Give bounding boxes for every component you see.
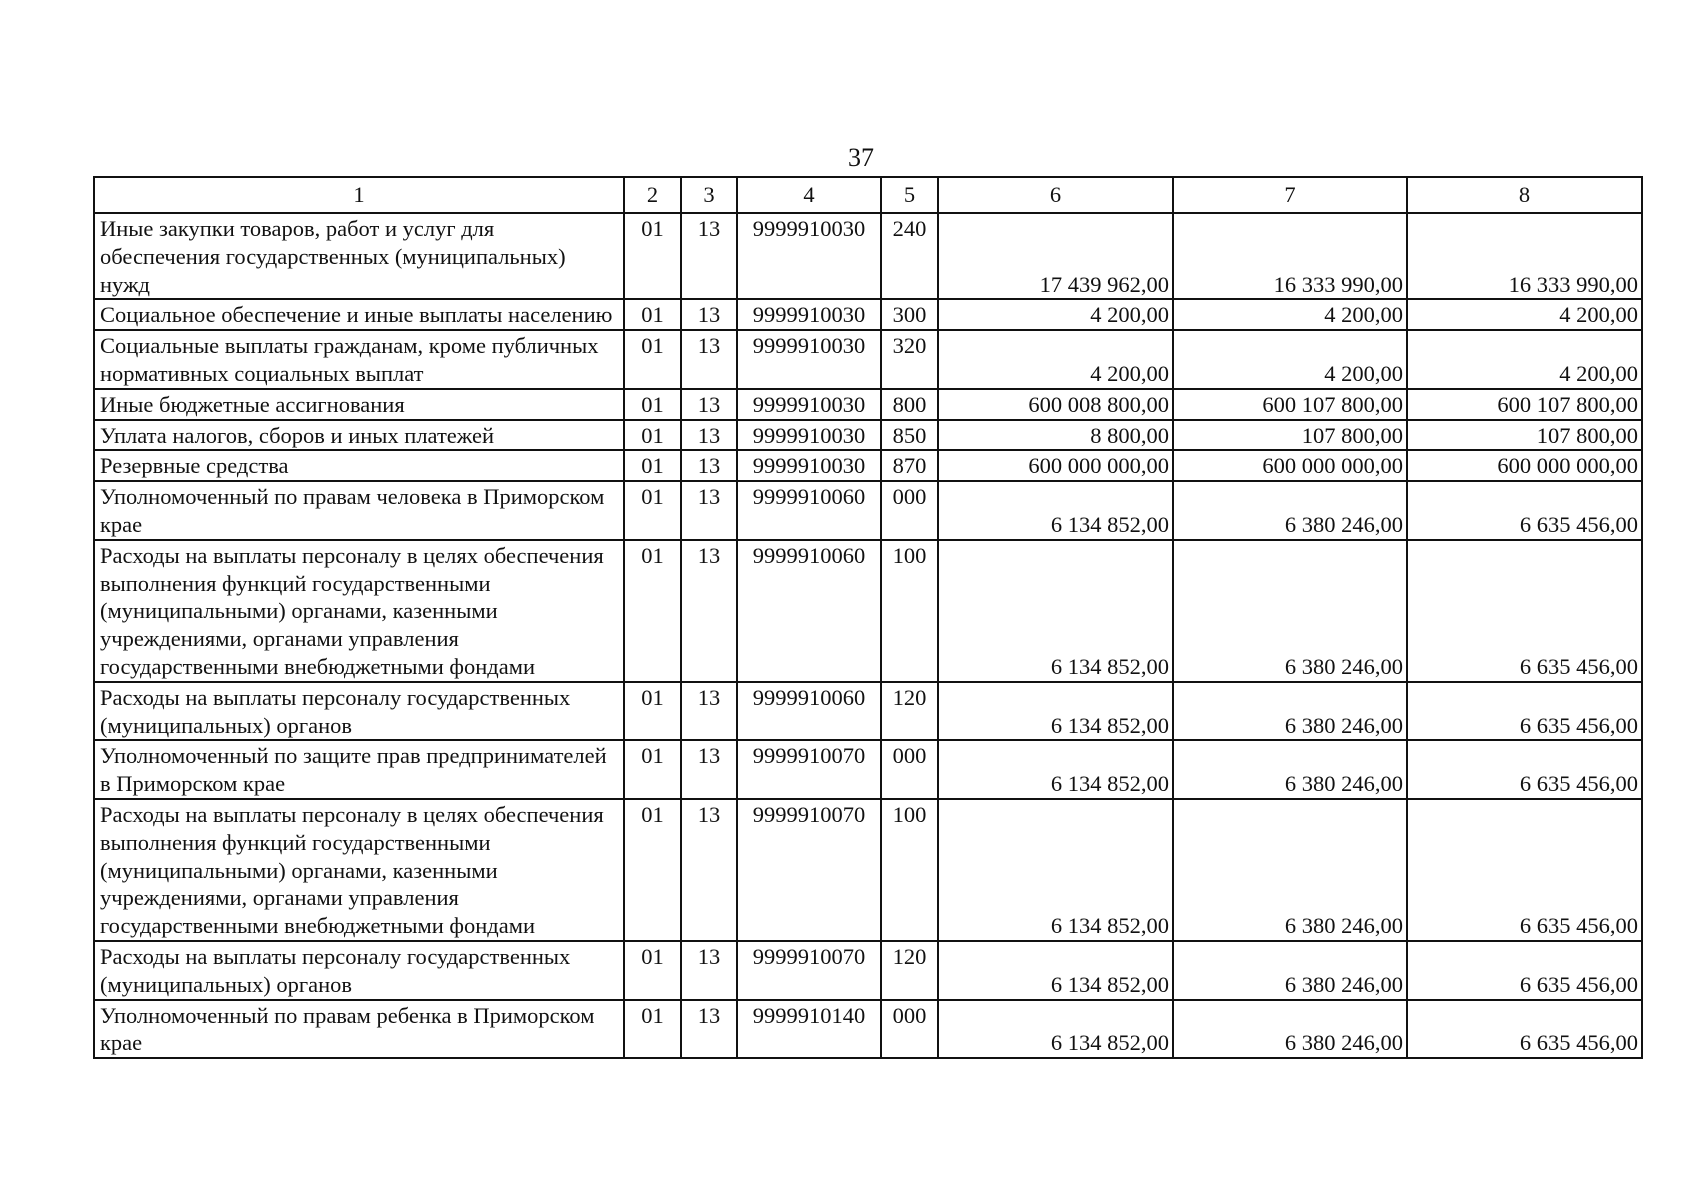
table-row xyxy=(94,213,1642,299)
amount-col8: 6 635 456,00 xyxy=(1407,540,1642,682)
column-header: 7 xyxy=(1173,177,1407,213)
target-article-code: 9999910060 xyxy=(737,481,881,540)
subsection-code: 13 xyxy=(681,941,737,1000)
column-header: 6 xyxy=(938,177,1173,213)
column-header: 5 xyxy=(881,177,938,213)
amount-col7: 600 107 800,00 xyxy=(1173,389,1407,420)
subsection-code: 13 xyxy=(681,299,737,330)
target-article-code: 9999910060 xyxy=(737,540,881,682)
subsection-code: 13 xyxy=(681,389,737,420)
table-row xyxy=(94,1000,1642,1059)
table-row xyxy=(94,330,1642,389)
expense-type-code: 000 xyxy=(881,481,938,540)
amount-col8: 600 107 800,00 xyxy=(1407,389,1642,420)
table-row xyxy=(94,450,1642,481)
amount-col6: 6 134 852,00 xyxy=(938,799,1173,941)
amount-col8: 107 800,00 xyxy=(1407,420,1642,451)
column-header: 2 xyxy=(624,177,681,213)
column-header: 3 xyxy=(681,177,737,213)
table-row xyxy=(94,682,1642,741)
amount-col6: 6 134 852,00 xyxy=(938,481,1173,540)
target-article-code: 9999910060 xyxy=(737,682,881,741)
page-number: 37 xyxy=(848,143,874,172)
row-name: Социальные выплаты гражданам, кроме публичных нормативных социальных выплат xyxy=(94,330,624,389)
column-header: 8 xyxy=(1407,177,1642,213)
target-article-code: 9999910030 xyxy=(737,389,881,420)
section-code: 01 xyxy=(624,481,681,540)
amount-col7: 6 380 246,00 xyxy=(1173,799,1407,941)
amount-col6: 6 134 852,00 xyxy=(938,540,1173,682)
subsection-code: 13 xyxy=(681,213,737,299)
target-article-code: 9999910030 xyxy=(737,330,881,389)
amount-col6: 600 008 800,00 xyxy=(938,389,1173,420)
section-code: 01 xyxy=(624,540,681,682)
table-row xyxy=(94,740,1642,799)
amount-col7: 107 800,00 xyxy=(1173,420,1407,451)
section-code: 01 xyxy=(624,941,681,1000)
amount-col6: 8 800,00 xyxy=(938,420,1173,451)
expense-type-code: 120 xyxy=(881,682,938,741)
amount-col7: 6 380 246,00 xyxy=(1173,941,1407,1000)
amount-col8: 6 635 456,00 xyxy=(1407,481,1642,540)
header-row xyxy=(94,177,1642,213)
amount-col7: 16 333 990,00 xyxy=(1173,213,1407,299)
amount-col7: 4 200,00 xyxy=(1173,299,1407,330)
amount-col6: 6 134 852,00 xyxy=(938,740,1173,799)
section-code: 01 xyxy=(624,799,681,941)
amount-col8: 6 635 456,00 xyxy=(1407,740,1642,799)
amount-col8: 600 000 000,00 xyxy=(1407,450,1642,481)
expense-type-code: 240 xyxy=(881,213,938,299)
table-row xyxy=(94,540,1642,682)
section-code: 01 xyxy=(624,1000,681,1059)
subsection-code: 13 xyxy=(681,330,737,389)
subsection-code: 13 xyxy=(681,740,737,799)
expense-type-code: 800 xyxy=(881,389,938,420)
amount-col8: 6 635 456,00 xyxy=(1407,682,1642,741)
row-name: Социальное обеспечение и иные выплаты населению xyxy=(94,299,624,330)
target-article-code: 9999910030 xyxy=(737,420,881,451)
amount-col6: 6 134 852,00 xyxy=(938,682,1173,741)
section-code: 01 xyxy=(624,389,681,420)
amount-col8: 6 635 456,00 xyxy=(1407,941,1642,1000)
budget-table xyxy=(93,176,1643,1059)
target-article-code: 9999910070 xyxy=(737,740,881,799)
row-name: Уполномоченный по правам ребенка в Приморском крае xyxy=(94,1000,624,1059)
row-name: Расходы на выплаты персоналу государственных (муниципальных) органов xyxy=(94,682,624,741)
expense-type-code: 000 xyxy=(881,1000,938,1059)
row-name: Уплата налогов, сборов и иных платежей xyxy=(94,420,624,451)
target-article-code: 9999910030 xyxy=(737,450,881,481)
row-name: Расходы на выплаты персоналу государственных (муниципальных) органов xyxy=(94,941,624,1000)
amount-col6: 17 439 962,00 xyxy=(938,213,1173,299)
amount-col7: 600 000 000,00 xyxy=(1173,450,1407,481)
expense-type-code: 300 xyxy=(881,299,938,330)
target-article-code: 9999910030 xyxy=(737,299,881,330)
section-code: 01 xyxy=(624,330,681,389)
section-code: 01 xyxy=(624,213,681,299)
table-row xyxy=(94,389,1642,420)
subsection-code: 13 xyxy=(681,420,737,451)
expense-type-code: 850 xyxy=(881,420,938,451)
subsection-code: 13 xyxy=(681,540,737,682)
column-header: 4 xyxy=(737,177,881,213)
table-row xyxy=(94,481,1642,540)
amount-col8: 16 333 990,00 xyxy=(1407,213,1642,299)
target-article-code: 9999910070 xyxy=(737,799,881,941)
amount-col7: 6 380 246,00 xyxy=(1173,740,1407,799)
amount-col8: 6 635 456,00 xyxy=(1407,1000,1642,1059)
amount-col7: 6 380 246,00 xyxy=(1173,682,1407,741)
section-code: 01 xyxy=(624,740,681,799)
row-name: Резервные средства xyxy=(94,450,624,481)
section-code: 01 xyxy=(624,420,681,451)
expense-type-code: 000 xyxy=(881,740,938,799)
row-name: Уполномоченный по защите прав предпринимателей в Приморском крае xyxy=(94,740,624,799)
amount-col8: 4 200,00 xyxy=(1407,299,1642,330)
expense-type-code: 870 xyxy=(881,450,938,481)
section-code: 01 xyxy=(624,450,681,481)
section-code: 01 xyxy=(624,682,681,741)
amount-col6: 4 200,00 xyxy=(938,330,1173,389)
amount-col6: 4 200,00 xyxy=(938,299,1173,330)
table-row xyxy=(94,299,1642,330)
amount-col6: 6 134 852,00 xyxy=(938,1000,1173,1059)
subsection-code: 13 xyxy=(681,682,737,741)
amount-col7: 6 380 246,00 xyxy=(1173,481,1407,540)
target-article-code: 9999910140 xyxy=(737,1000,881,1059)
target-article-code: 9999910070 xyxy=(737,941,881,1000)
amount-col7: 6 380 246,00 xyxy=(1173,1000,1407,1059)
row-name: Расходы на выплаты персоналу в целях обеспечения выполнения функций государственными (муниципальными) органами, казенными учреждениями, органами управления государственными внебюджетными фондами xyxy=(94,799,624,941)
row-name: Расходы на выплаты персоналу в целях обеспечения выполнения функций государственными (муниципальными) органами, казенными учреждениями, органами управления государственными внебюджетными фондами xyxy=(94,540,624,682)
table-row xyxy=(94,799,1642,941)
subsection-code: 13 xyxy=(681,481,737,540)
target-article-code: 9999910030 xyxy=(737,213,881,299)
table-row xyxy=(94,941,1642,1000)
amount-col6: 600 000 000,00 xyxy=(938,450,1173,481)
row-name: Уполномоченный по правам человека в Приморском крае xyxy=(94,481,624,540)
subsection-code: 13 xyxy=(681,1000,737,1059)
amount-col6: 6 134 852,00 xyxy=(938,941,1173,1000)
expense-type-code: 100 xyxy=(881,799,938,941)
amount-col8: 6 635 456,00 xyxy=(1407,799,1642,941)
section-code: 01 xyxy=(624,299,681,330)
amount-col7: 4 200,00 xyxy=(1173,330,1407,389)
amount-col7: 6 380 246,00 xyxy=(1173,540,1407,682)
row-name: Иные закупки товаров, работ и услуг для обеспечения государственных (муниципальных) нужд xyxy=(94,213,624,299)
subsection-code: 13 xyxy=(681,450,737,481)
expense-type-code: 320 xyxy=(881,330,938,389)
column-header: 1 xyxy=(94,177,624,213)
subsection-code: 13 xyxy=(681,799,737,941)
row-name: Иные бюджетные ассигнования xyxy=(94,389,624,420)
table-row xyxy=(94,420,1642,451)
amount-col8: 4 200,00 xyxy=(1407,330,1642,389)
expense-type-code: 120 xyxy=(881,941,938,1000)
expense-type-code: 100 xyxy=(881,540,938,682)
